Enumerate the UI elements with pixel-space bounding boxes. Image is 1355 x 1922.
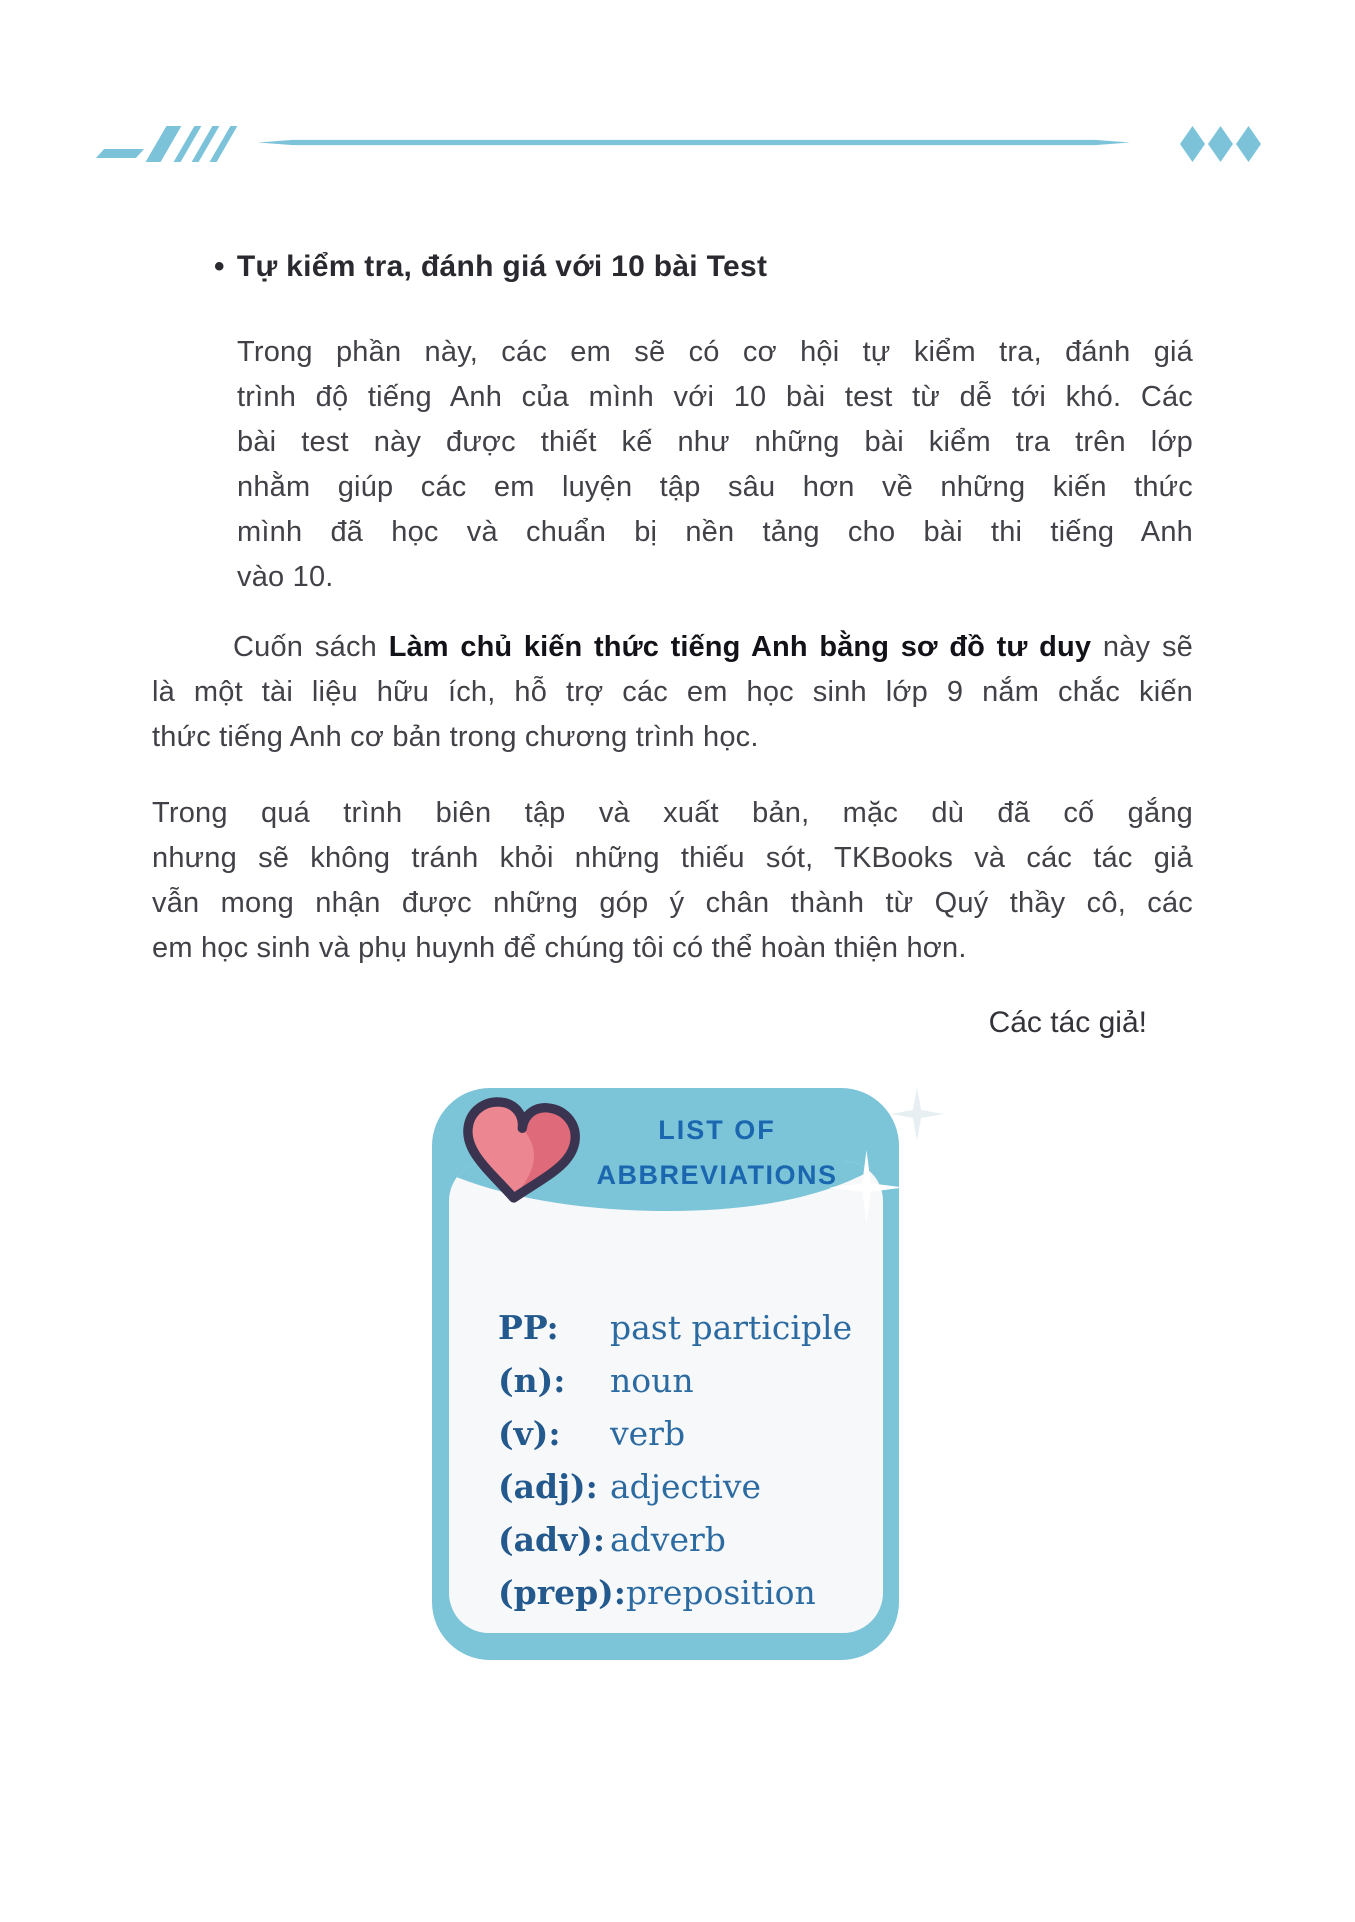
paragraph-line: trình độ tiếng Anh của mình với 10 bài test từ dễ tới khó. Các [237, 381, 1193, 413]
card-title [572, 1114, 862, 1191]
paragraph-apology [152, 791, 1193, 971]
paragraph-line: mình đã học và chuẩn bị nền tảng cho bài thi tiếng Anh [237, 516, 1193, 548]
authors-signature: Các tác giả! [988, 1006, 1147, 1039]
dash-icon [96, 149, 144, 158]
meaning: noun [610, 1361, 694, 1400]
meaning: adjective [610, 1467, 762, 1506]
section-heading-text: Tự kiểm tra, đánh giá với 10 bài Test [236, 250, 768, 283]
card-title-line1: LIST OF [658, 1115, 776, 1145]
paragraph-line: Trong phần này, các em sẽ có cơ hội tự kiểm tra, đánh giá [237, 336, 1193, 368]
paragraph-book-intro [152, 625, 1193, 760]
book-title-bold: Làm chủ kiến thức tiếng Anh bằng sơ đồ tư duy [388, 631, 1092, 663]
paragraph-line: em học sinh và phụ huynh để chúng tôi có thể hoàn thiện hơn. [152, 932, 967, 964]
text-run: này sẽ [1091, 631, 1193, 663]
heart-icon [452, 1093, 586, 1217]
paragraph-line: nhưng sẽ không tránh khỏi những thiếu sót, TKBooks và các tác giả [152, 842, 1193, 874]
bullet-icon: • [214, 250, 225, 283]
text-run: Cuốn sách [233, 631, 389, 663]
sparkle-plus-icon [824, 1140, 909, 1235]
paragraph-line [152, 625, 1193, 670]
paragraph-line: vẫn mong nhận được những góp ý chân thành từ Quý thầy cô, các [152, 887, 1193, 919]
meaning: verb [610, 1414, 686, 1453]
section-heading [214, 250, 767, 284]
card-title-line2: ABBREVIATIONS [596, 1160, 838, 1190]
diamond-icon [1236, 126, 1261, 162]
abbreviation: (v): [498, 1414, 561, 1453]
diamond-icon [1180, 126, 1205, 162]
diamond-icon [1208, 126, 1233, 162]
list-item [498, 1301, 873, 1354]
abbreviation: (n): [498, 1361, 566, 1400]
meaning: past participle [610, 1308, 853, 1347]
abbreviation: (adj): [498, 1467, 598, 1506]
card-body [449, 1161, 883, 1633]
paragraph-line: Trong quá trình biên tập và xuất bản, mặc dù đã cố gắng [152, 797, 1193, 829]
list-item [498, 1566, 873, 1619]
meaning: preposition [625, 1573, 816, 1612]
paragraph-line: vào 10. [237, 561, 334, 593]
abbreviation: PP: [498, 1308, 559, 1347]
list-item [498, 1513, 873, 1566]
divider-line [258, 139, 1130, 146]
list-item [498, 1460, 873, 1513]
paragraph-line: là một tài liệu hữu ích, hỗ trợ các em học sinh lớp 9 nắm chắc kiến [152, 676, 1193, 708]
paragraph-line: bài test này được thiết kế như những bài kiểm tra trên lớp [237, 426, 1193, 458]
paragraph-tests [237, 330, 1193, 600]
abbreviation: (adv): [498, 1520, 606, 1559]
paragraph-line: thức tiếng Anh cơ bản trong chương trình học. [152, 721, 759, 753]
paragraph-line: nhằm giúp các em luyện tập sâu hơn về những kiến thức [237, 471, 1193, 503]
abbreviation-list [498, 1301, 873, 1619]
abbreviation: (prep): [498, 1573, 626, 1612]
abbreviations-card [432, 1088, 899, 1660]
list-item [498, 1407, 873, 1460]
list-item [498, 1354, 873, 1407]
meaning: adverb [610, 1520, 726, 1559]
